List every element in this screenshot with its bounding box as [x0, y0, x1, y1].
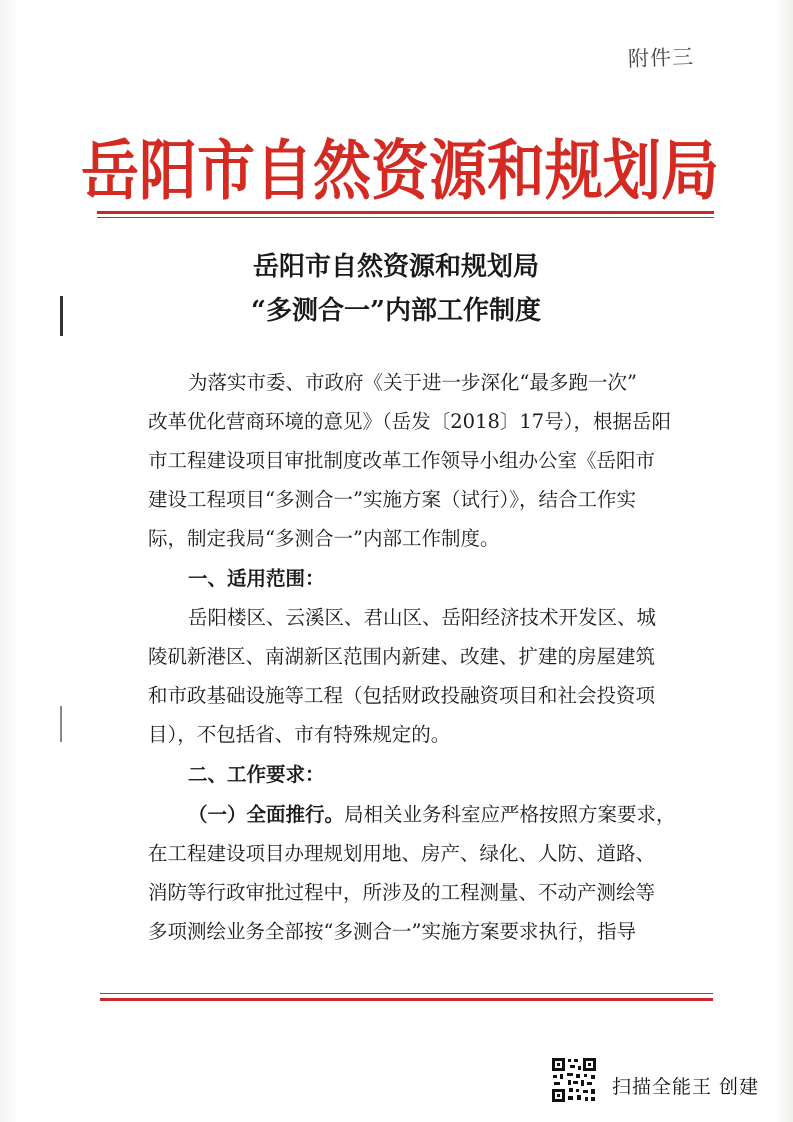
qr-code-icon: [550, 1056, 598, 1104]
body-paragraph-line: 为落实市委、市政府《关于进一步深化“最多跑一次”: [188, 371, 637, 394]
body-paragraph-line: 目），不包括省、市有特殊规定的。: [148, 723, 451, 746]
body-paragraph-line: 市工程建设项目审批制度改革工作领导小组办公室《岳阳市: [148, 449, 656, 472]
body-paragraph-line: 际，制定我局“多测合一”内部工作制度。: [148, 527, 500, 550]
item-one-text: 局相关业务科室应严格按照方案要求，: [344, 803, 676, 826]
letterhead-rule-thin: [97, 217, 714, 218]
body-paragraph-line: 岳阳楼区、云溪区、君山区、岳阳经济技术开发区、城: [188, 606, 657, 629]
document-title-line1: 岳阳市自然资源和规划局: [252, 252, 539, 282]
body-paragraph-line: 和市政基础设施等工程（包括财政投融资项目和社会投资项: [148, 684, 656, 707]
footer-rule-thin: [100, 993, 713, 994]
body-paragraph-line: 在工程建设项目办理规划用地、房产、绿化、人防、道路、: [148, 842, 656, 865]
item-one-lead: （一）全面推行。: [188, 803, 345, 826]
item-one-line: [188, 801, 728, 829]
body-paragraph-line: 改革优化营商环境的意见》（岳发〔2018〕17号），根据岳阳: [148, 410, 671, 433]
margin-mark-top: [60, 296, 63, 336]
section-heading-requirements: 二、工作要求：: [188, 763, 325, 786]
margin-mark-middle: [60, 706, 62, 742]
letterhead-title: 岳阳市自然资源和规划局: [80, 132, 719, 209]
letterhead-rule-thick: [97, 211, 714, 214]
scanner-brand-label: 扫描全能王 创建: [612, 1076, 760, 1098]
section-heading-scope: 一、适用范围：: [188, 567, 325, 590]
body-paragraph-line: 多项测绘业务全部按“多测合一”实施方案要求执行，指导: [148, 920, 636, 943]
body-paragraph-line: 消防等行政审批过程中，所涉及的工程测量、不动产测绘等: [148, 881, 656, 904]
body-paragraph-line: 建设工程项目“多测合一”实施方案（试行）》，结合工作实: [148, 488, 636, 511]
document-title-line2: “多测合一”内部工作制度: [251, 296, 541, 326]
footer-rule-thick: [100, 998, 713, 1001]
attachment-note: 附件三: [627, 44, 695, 72]
body-paragraph-line: 陵矶新港区、南湖新区范围内新建、改建、扩建的房屋建筑: [148, 645, 656, 668]
